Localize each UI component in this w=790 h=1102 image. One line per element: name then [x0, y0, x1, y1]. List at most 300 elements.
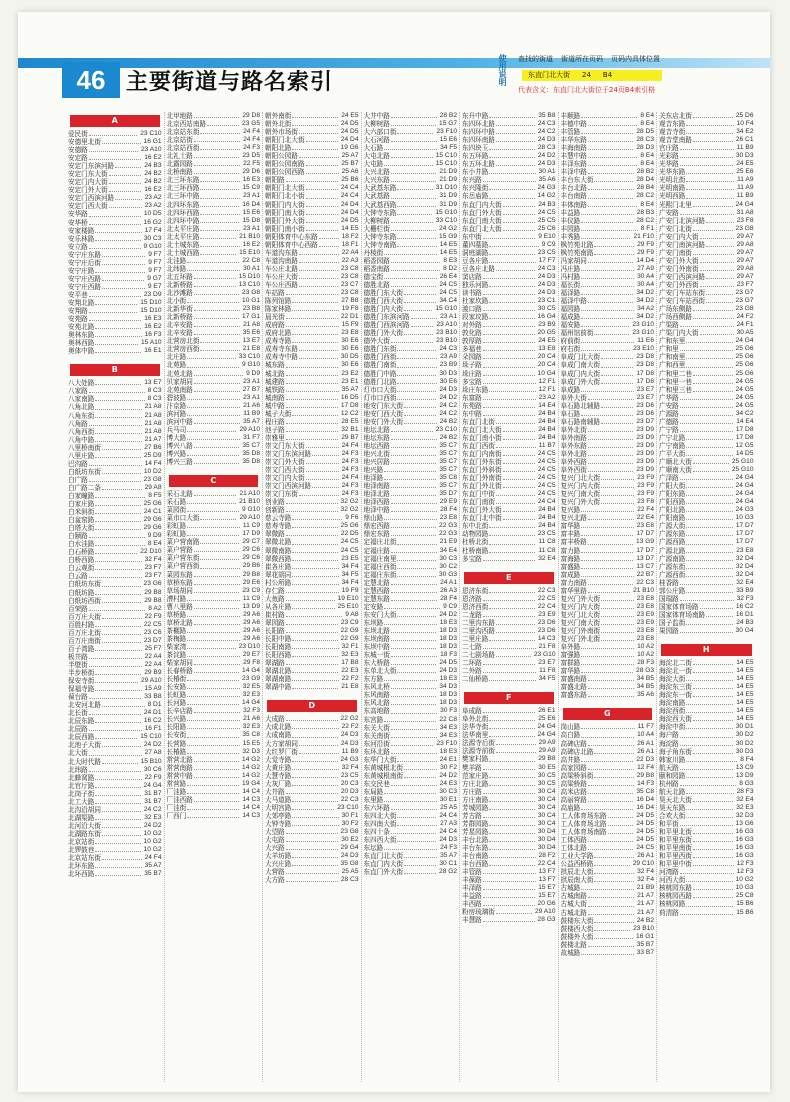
page-grid-ref: 24 D3 [340, 852, 359, 860]
page-grid-ref: 29 A9 [538, 739, 556, 747]
index-entry [364, 579, 458, 587]
street-name: 北苑南路 [166, 385, 193, 394]
leader-dots [588, 466, 634, 472]
street-name: 博兴路 [166, 449, 187, 458]
index-entry [659, 772, 754, 780]
leader-dots [391, 627, 437, 633]
street-name: 朝阳门外大街 [265, 216, 305, 225]
street-name: 高梁桥斜街 [560, 771, 594, 780]
index-entry [561, 458, 655, 466]
street-name: 丰慧路 [462, 916, 482, 925]
index-entry [659, 233, 754, 241]
leader-dots [483, 410, 535, 416]
leader-dots [391, 225, 436, 231]
leader-dots [391, 217, 433, 223]
index-entry [167, 128, 261, 136]
leader-dots [187, 434, 240, 440]
leader-dots [489, 281, 535, 287]
street-name: 采石北路 [166, 490, 193, 499]
page-grid-ref: 23 C9 [340, 618, 359, 626]
leader-dots [483, 361, 535, 367]
index-entry [364, 345, 458, 353]
index-entry [265, 386, 359, 394]
street-name: 北三环西路 [166, 184, 200, 193]
leader-dots [306, 458, 339, 464]
street-name: 长安路 [166, 683, 187, 692]
index-entry [167, 265, 261, 273]
page-grid-ref: 24 C5 [537, 474, 556, 482]
index-entry [167, 410, 261, 418]
street-name: 广安门南滨河路 [659, 240, 706, 249]
page-grid-ref: 21 B9 [636, 884, 654, 892]
page-grid-ref: 28 C3 [537, 144, 556, 152]
index-entry [364, 337, 458, 345]
leader-dots [384, 675, 436, 681]
index-entry [364, 233, 458, 241]
street-name: 常营南路 [166, 763, 193, 772]
page-grid-ref: 28 E5 [341, 417, 359, 425]
leader-dots [194, 378, 240, 384]
street-name: 窦店路 [462, 272, 482, 281]
page-grid-ref: 24 D5 [340, 128, 359, 136]
page-grid-ref: 8 E4 [640, 112, 654, 119]
leader-dots [680, 209, 734, 215]
street-name: 和平里东街 [659, 836, 692, 845]
index-entry [462, 876, 556, 884]
page-grid-ref: 23 A2 [144, 194, 162, 202]
street-name: 阜石路南辅路 [560, 417, 601, 426]
page-grid-ref: 28 C2 [636, 216, 654, 224]
index-entry [561, 731, 655, 739]
street-name: 博大路 [166, 433, 187, 442]
leader-dots [89, 693, 141, 699]
leader-dots [102, 484, 142, 490]
leader-dots [680, 579, 733, 585]
index-entry [659, 909, 754, 917]
page-grid-ref: 23 F10 [436, 739, 457, 747]
street-name: 广和西里 [659, 361, 686, 370]
street-name: 大红罗厂街 [265, 747, 298, 756]
page-grid-ref: 24 G4 [735, 498, 754, 506]
page-grid-ref: 24 G5 [735, 393, 754, 401]
street-name: 常营北路 [166, 755, 193, 764]
page-grid-ref: 18 D3 [439, 635, 457, 643]
leader-dots [503, 225, 535, 231]
page-grid-ref: 24 B4 [538, 409, 556, 417]
street-name: 大马道路 [265, 795, 292, 804]
leader-dots [489, 241, 538, 247]
page-grid-ref: 32 E4 [736, 578, 754, 586]
leader-dots [292, 112, 338, 118]
page-grid-ref: 26 A1 [637, 747, 654, 755]
street-name: 东坝北路 [363, 627, 390, 635]
page-grid-ref: 28 C2 [636, 192, 654, 200]
leader-dots [483, 884, 535, 890]
leader-dots [292, 780, 338, 786]
index-entry [265, 313, 359, 321]
leader-dots [292, 603, 334, 609]
page-grid-ref: 23 G5 [242, 120, 260, 128]
leader-dots [89, 307, 137, 313]
leader-dots [384, 514, 436, 520]
index-entry [659, 595, 754, 603]
street-name: 碧波路 [166, 393, 187, 402]
page-grid-ref: 22 C8 [242, 256, 260, 264]
leader-dots [194, 273, 236, 279]
index-entry [265, 474, 359, 482]
index-entry [68, 235, 162, 243]
index-entry [659, 587, 754, 595]
street-name: 枫竹苑南路 [560, 248, 594, 257]
street-name: 恩济西街 [462, 602, 489, 611]
leader-dots [102, 741, 141, 747]
index-entry [561, 909, 655, 917]
index-entry [68, 580, 162, 588]
index-entry [68, 210, 162, 218]
page-grid-ref: 30 F3 [440, 707, 457, 715]
index-entry [462, 675, 556, 683]
page-grid-ref: 22 D3 [636, 755, 654, 763]
street-name: 复兴门内大街 [560, 602, 601, 611]
page-grid-ref: 24 D3 [439, 667, 457, 675]
index-entry [659, 723, 754, 731]
page-grid-ref: 24 F3 [341, 449, 359, 457]
leader-dots [693, 860, 734, 866]
page-grid-ref: 32 G2 [340, 506, 359, 514]
page-grid-ref: 11 C8 [538, 538, 556, 546]
street-name: 丰葆路 [462, 876, 482, 885]
street-name: 茶棚路 [166, 626, 187, 635]
street-name: 丰泽路 [462, 884, 482, 893]
usage-col-page: 街道所在页码 [561, 55, 603, 63]
page-grid-ref: 23 D8 [636, 361, 654, 369]
page-grid-ref: 24 C2 [439, 401, 457, 409]
index-entry [659, 474, 754, 482]
index-entry [659, 112, 754, 120]
page-grid-ref: 29 A6 [243, 634, 260, 642]
page-grid-ref: 34 C2 [735, 409, 754, 417]
street-name: 福安路 [560, 321, 581, 330]
index-entry [167, 554, 261, 562]
street-name: 海淀东一街 [659, 691, 692, 700]
street-name: 大六部口街 [363, 128, 397, 137]
leader-dots [483, 378, 536, 384]
index-entry [659, 571, 754, 579]
index-entry [364, 466, 458, 474]
page-grid-ref: 29 G6 [143, 516, 162, 524]
street-name: 广渠门内大街 [659, 329, 699, 338]
street-name: 采石路 [166, 498, 187, 507]
index-entry [462, 820, 556, 828]
street-name: 北桥南路 [166, 168, 193, 177]
leader-dots [496, 265, 535, 271]
index-entry [265, 152, 359, 160]
page-grid-ref: 17 D7 [735, 522, 754, 530]
street-name: 东直门北大街 [363, 852, 404, 861]
leader-dots [680, 780, 736, 786]
street-name: 东直门南街 [462, 498, 495, 507]
index-entry [462, 498, 556, 506]
page-grid-ref: 35 C7 [439, 466, 457, 474]
street-name: 观音东路 [659, 120, 686, 129]
index-entry [462, 595, 556, 603]
section-letter-b: B [70, 364, 160, 376]
leader-dots [483, 353, 535, 359]
index-entry [659, 160, 754, 168]
index-entry [462, 265, 556, 273]
index-entry [462, 442, 556, 450]
street-name: 渡口路 [462, 305, 482, 314]
index-entry [68, 347, 162, 355]
leader-dots [693, 667, 733, 673]
page-grid-ref: 23 G10 [632, 321, 654, 329]
leader-dots [706, 289, 732, 295]
page-grid-ref: 23 G8 [242, 289, 260, 297]
street-name: 阜成门内大街 [560, 369, 601, 378]
street-name: 广阳南路 [659, 514, 686, 523]
leader-dots [89, 146, 138, 152]
leader-dots [286, 176, 338, 182]
leader-dots [489, 538, 535, 544]
street-name: 国子监街 [659, 618, 686, 627]
leader-dots [581, 571, 633, 577]
leader-dots [496, 908, 532, 914]
index-column [167, 112, 264, 1082]
index-entry [265, 184, 359, 192]
page-grid-ref: 14 E5 [439, 240, 457, 248]
street-name: 定安路 [363, 602, 384, 611]
street-name: 阜外路 [560, 643, 581, 652]
index-entry [659, 418, 754, 426]
street-name: 柴家湾 [166, 642, 187, 651]
page-grid-ref: 8 E4 [640, 120, 654, 128]
leader-dots [404, 329, 433, 335]
street-name: 东里路 [363, 795, 384, 804]
page-grid-ref: 35 D8 [242, 458, 260, 466]
page-grid-ref: 10 G3 [735, 514, 754, 522]
street-name: 北四环西路 [166, 208, 200, 217]
index-entry [167, 538, 261, 546]
page-grid-ref: 23 F8 [736, 216, 754, 224]
page-grid-ref: 23 G8 [340, 828, 359, 836]
page-grid-ref: 21 F8 [538, 642, 556, 650]
street-name: 八家路 [68, 387, 88, 396]
street-name: 大成北路 [265, 723, 292, 732]
page-grid-ref: 8 E4 [640, 160, 654, 168]
index-entry [68, 251, 162, 259]
index-entry [462, 152, 556, 160]
street-name: 翠微路 [265, 530, 285, 539]
street-name: 八角东街 [68, 411, 95, 420]
street-name: 贝家胡同 [166, 377, 193, 386]
leader-dots [594, 772, 633, 778]
leader-dots [483, 916, 535, 922]
leader-dots [89, 315, 141, 321]
index-entry [265, 723, 359, 731]
index-entry [167, 361, 261, 369]
leader-dots [680, 160, 733, 166]
section-gap [265, 691, 359, 697]
index-entry [462, 450, 556, 458]
page-grid-ref: 15 G9 [439, 232, 457, 240]
page-grid-ref: 14 E5 [736, 715, 754, 723]
page-grid-ref: 13 E7 [242, 337, 260, 345]
index-entry [167, 699, 261, 707]
page-grid-ref: 16 G2 [143, 218, 162, 226]
index-entry [167, 273, 261, 281]
street-name: 动物园路 [462, 530, 489, 539]
leader-dots [194, 707, 240, 713]
leader-dots [187, 410, 240, 416]
leader-dots [693, 386, 733, 392]
street-name: 崇文门西大街 [265, 466, 305, 475]
street-name: 大武基西路 [363, 200, 397, 209]
street-name: 合欢大街 [659, 811, 686, 820]
street-name: 朝阳体育中心西路 [265, 240, 318, 249]
index-entry [364, 691, 458, 699]
page-grid-ref: 9 G10 [242, 506, 260, 514]
index-entry [265, 683, 359, 691]
page-grid-ref: 14 C3 [242, 795, 260, 803]
leader-dots [489, 530, 535, 536]
index-entry [462, 345, 556, 353]
page-grid-ref: 24 G4 [735, 482, 754, 490]
page-grid-ref: 9 G10 [242, 361, 260, 369]
page-grid-ref: 16 E3 [242, 176, 260, 184]
index-entry [68, 444, 162, 452]
index-entry [364, 281, 458, 289]
leader-dots [483, 329, 535, 335]
index-entry [561, 442, 655, 450]
leader-dots [594, 329, 629, 335]
leader-dots [292, 563, 338, 569]
leader-dots [187, 780, 239, 786]
leader-dots [89, 420, 142, 426]
street-name: 城南路 [265, 393, 285, 402]
page-grid-ref: 24 C5 [636, 844, 654, 852]
street-name: 光明西路 [659, 192, 686, 201]
leader-dots [608, 820, 634, 826]
street-name: 东岳庙路 [462, 192, 489, 201]
page-grid-ref: 15 G7 [439, 120, 457, 128]
page-grid-ref: 24 D5 [636, 836, 654, 844]
index-entry [364, 716, 458, 724]
section-gap [167, 466, 261, 472]
leader-dots [299, 152, 339, 158]
index-entry [68, 403, 162, 411]
street-name: 白广路 [68, 475, 88, 484]
leader-dots [89, 709, 141, 715]
leader-dots [496, 747, 536, 753]
index-entry [364, 780, 458, 788]
index-entry [462, 337, 556, 345]
page-grid-ref: 30 D5 [340, 353, 359, 361]
page-grid-ref: 24 C5 [537, 208, 556, 216]
index-entry [167, 297, 261, 305]
street-name: 定福庄南里 [363, 554, 397, 563]
leader-dots [588, 900, 634, 906]
page-grid-ref: 25 E6 [736, 168, 754, 176]
page-title: 主要街道与路名索引 [126, 70, 334, 95]
street-name: 海淀北一街 [659, 667, 692, 676]
leader-dots [686, 442, 732, 448]
street-name: 八角北路 [68, 403, 95, 412]
page-grid-ref: 24 D4 [340, 200, 359, 208]
index-entry [265, 209, 359, 217]
street-name: 北甲地路 [166, 112, 193, 120]
page-grid-ref: 33 B7 [636, 948, 654, 956]
index-entry [265, 812, 359, 820]
index-entry [561, 723, 655, 731]
leader-dots [686, 192, 733, 198]
index-entry [364, 418, 458, 426]
leader-dots [397, 394, 436, 400]
page-grid-ref: 30 C5 [537, 305, 556, 313]
leader-dots [700, 265, 734, 271]
street-name: 芳星园路 [462, 827, 489, 836]
page-grid-ref: 8 E3 [443, 256, 457, 264]
page-grid-ref: 28 D4 [636, 176, 654, 184]
page-grid-ref: 22 C8 [439, 715, 457, 723]
index-entry [561, 434, 655, 442]
leader-dots [391, 691, 437, 697]
leader-dots [391, 176, 437, 182]
leader-dots [194, 442, 240, 448]
street-name: 广源路 [659, 409, 679, 418]
street-name: 白石桥路 [68, 548, 95, 557]
page-grid-ref: 14 D5 [735, 449, 754, 457]
index-entry [265, 603, 359, 611]
page-grid-ref: 30 E1 [439, 795, 457, 803]
page-grid-ref: 20 G6 [537, 900, 556, 908]
street-name: 富力路 [560, 546, 581, 555]
street-name: 常营路 [166, 779, 187, 788]
index-entry [659, 225, 754, 233]
leader-dots [581, 530, 633, 536]
page-grid-ref: 24 D1 [143, 709, 162, 717]
index-entry [265, 128, 359, 136]
street-name: 东关南街 [363, 731, 390, 740]
index-entry [265, 563, 359, 571]
page-grid-ref: 15 B6 [736, 908, 754, 916]
page-grid-ref: 28 D3 [636, 144, 654, 152]
index-entry [167, 321, 261, 329]
leader-dots [95, 227, 141, 233]
leader-dots [601, 482, 634, 488]
leader-dots [608, 828, 634, 834]
index-entry [265, 764, 359, 772]
index-entry [561, 120, 655, 128]
leader-dots [306, 192, 338, 198]
index-entry [265, 217, 359, 225]
index-entry [265, 337, 359, 345]
index-entry [364, 498, 458, 506]
street-name: 北湖渠路 [68, 813, 95, 822]
street-name: 二里沟东路 [462, 618, 495, 627]
street-name: 高梁桥路 [560, 779, 587, 788]
leader-dots [286, 506, 338, 512]
page-grid-ref: 26 A3 [440, 586, 457, 594]
index-entry [265, 627, 359, 635]
leader-dots [404, 402, 436, 408]
page-grid-ref: 29 A8 [736, 264, 754, 272]
leader-dots [292, 329, 338, 335]
leader-dots [588, 458, 634, 464]
leader-dots [292, 667, 338, 673]
page-grid-ref: 13 E7 [144, 379, 162, 387]
street-name: 村公所路 [265, 578, 292, 587]
page-grid-ref: 29 A8 [736, 240, 754, 248]
